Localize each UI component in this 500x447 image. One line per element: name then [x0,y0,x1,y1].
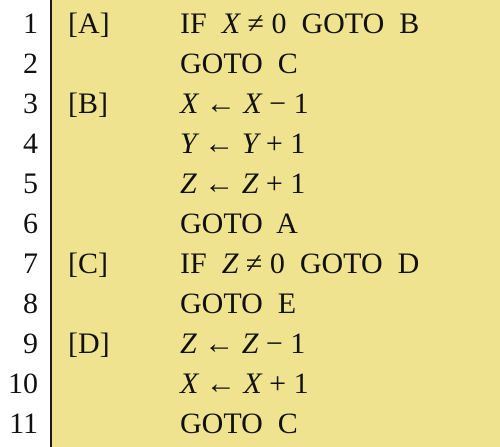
line-number: 7 [23,247,38,280]
statement: X ← X − 1 [180,87,309,120]
code-line-9 [0,324,500,364]
statement: X ← X + 1 [180,367,309,400]
line-label: [B] [68,87,108,120]
code-line-7 [0,244,500,284]
statement: GOTO C [180,47,298,80]
code-line-1 [0,4,500,44]
line-number: 11 [9,407,38,440]
statement: GOTO C [180,407,298,440]
line-number: 2 [23,47,38,80]
code-line-4 [0,124,500,164]
code-line-5 [0,164,500,204]
line-number: 5 [23,167,38,200]
code-line-8 [0,284,500,324]
line-number: 9 [23,327,38,360]
code-line-3 [0,84,500,124]
line-number: 1 [23,7,38,40]
code-line-10 [0,364,500,404]
line-number: 10 [8,367,38,400]
statement: GOTO E [180,287,297,320]
code-line-6 [0,204,500,244]
statement: Z ← Z − 1 [180,327,306,360]
line-label: [C] [68,247,108,280]
statement: IF Z ≠ 0 GOTO D [180,247,420,280]
code-line-2 [0,44,500,84]
line-number: 4 [23,127,38,160]
statement: GOTO A [180,207,298,240]
line-number: 8 [23,287,38,320]
line-number: 6 [23,207,38,240]
statement: Y ← Y + 1 [180,127,306,160]
line-label: [D] [68,327,110,360]
statement: Z ← Z + 1 [180,167,306,200]
line-label: [A] [68,7,110,40]
statement: IF X ≠ 0 GOTO B [180,7,420,40]
code-line-11 [0,404,500,444]
line-number: 3 [23,87,38,120]
